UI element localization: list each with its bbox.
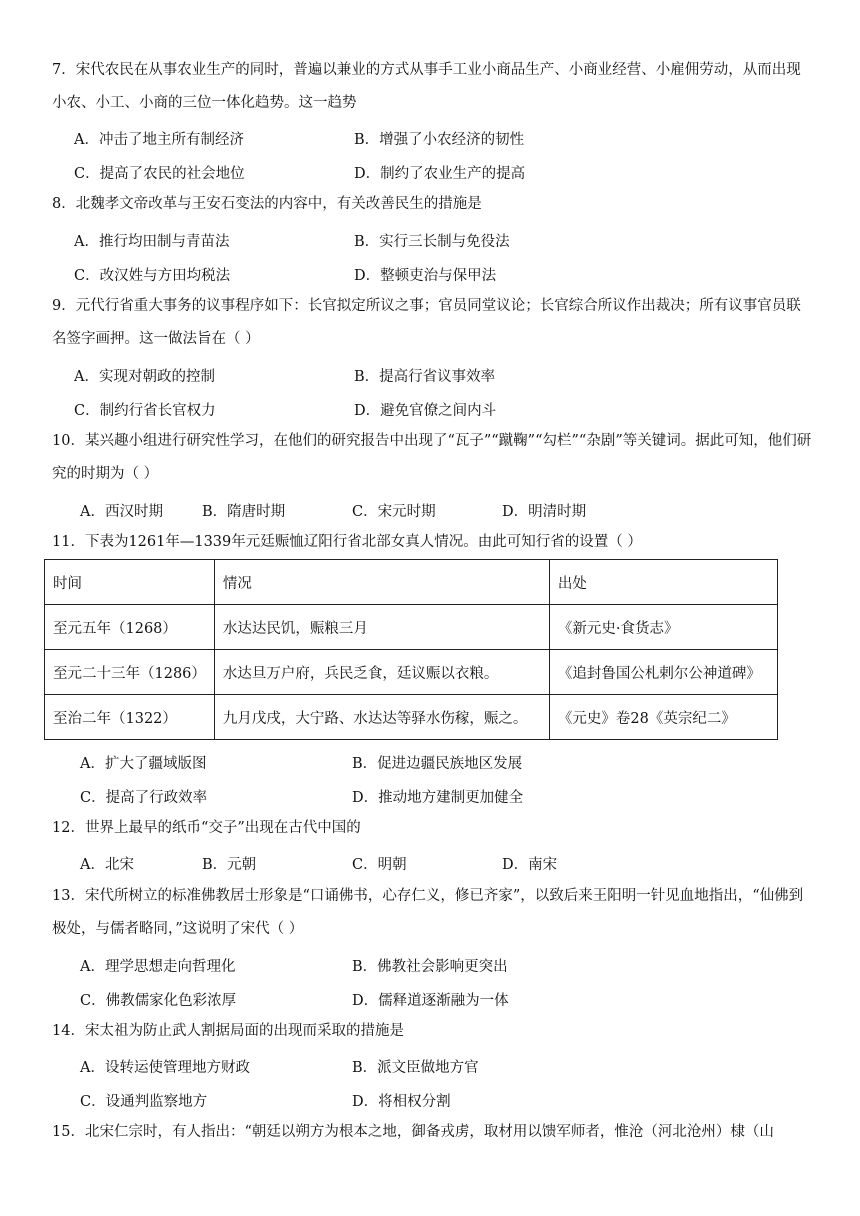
question-9-option-c[interactable]: C．制约行省长官权力 bbox=[74, 403, 216, 419]
question-13-stem: 13．宋代所树立的标准佛教居士形象是“口诵佛书，心存仁义，修已齐家”，以致后来王阳明一针见血地指出，“仙佛到极处，与儒者略同，”这说明了宋代（ ） bbox=[52, 888, 804, 937]
question-14-option-d[interactable]: D．将相权分割 bbox=[352, 1094, 451, 1110]
question-9-option-a[interactable]: A．实现对朝政的控制 bbox=[74, 369, 215, 385]
table-cell: 水达达民饥，赈粮三月 bbox=[214, 605, 549, 650]
question-14-option-a[interactable]: A．设转运使管理地方财政 bbox=[80, 1060, 250, 1076]
table-cell: 《元史》卷28《英宗纪二》 bbox=[549, 695, 777, 740]
question-14-stem: 14．宋太祖为防止武人割据局面的出现而采取的措施是 bbox=[52, 1023, 404, 1039]
question-15-stem: 15．北宋仁宗时，有人指出：“朝廷以朔方为根本之地，御备戎虏，取材用以馈军师者，惟沧（河北沧州）棣（山 bbox=[52, 1124, 774, 1140]
question-7-option-a[interactable]: A．冲击了地主所有制经济 bbox=[74, 132, 244, 148]
question-8-stem: 8．北魏孝文帝改革与王安石变法的内容中，有关改善民生的措施是 bbox=[52, 196, 482, 212]
table-header-cell: 时间 bbox=[45, 560, 215, 605]
question-10-option-d[interactable]: D．明清时期 bbox=[502, 504, 587, 520]
table-cell: 至治二年（1322） bbox=[45, 695, 215, 740]
question-10-stem: 10．某兴趣小组进行研究性学习，在他们的研究报告中出现了“瓦子”“蹴鞠”“勾栏”“杂剧”等关键词。据此可知，他们研究的时期为（ ） bbox=[52, 433, 812, 482]
question-12-option-c[interactable]: C．明朝 bbox=[352, 857, 407, 873]
question-9-option-b[interactable]: B．提高行省议事效率 bbox=[354, 369, 496, 385]
question-8-option-c[interactable]: C．改汉姓与方田均税法 bbox=[74, 268, 231, 284]
question-13-option-b[interactable]: B．佛教社会影响更突出 bbox=[352, 959, 508, 975]
table-cell: 至元五年（1268） bbox=[45, 605, 215, 650]
table-cell: 至元二十三年（1286） bbox=[45, 650, 215, 695]
question-13-option-c[interactable]: C．佛教儒家化色彩浓厚 bbox=[80, 993, 237, 1009]
question-7-option-b[interactable]: B．增强了小农经济的韧性 bbox=[354, 132, 525, 148]
question-10-option-a[interactable]: A．西汉时期 bbox=[80, 504, 163, 520]
table-header-cell: 情况 bbox=[214, 560, 549, 605]
question-12-option-a[interactable]: A．北宋 bbox=[80, 857, 134, 873]
question-9-stem: 9．元代行省重大事务的议事程序如下：长官拟定所议之事；官员同堂议论；长官综合所议作出裁决；所有议事官员联名签字画押。这一做法旨在（ ） bbox=[52, 298, 801, 347]
question-11-option-b[interactable]: B．促进边疆民族地区发展 bbox=[352, 756, 523, 772]
table-cell: 《追封鲁国公札剌尔公神道碑》 bbox=[549, 650, 777, 695]
table-cell: 《新元史·食货志》 bbox=[549, 605, 777, 650]
question-11-option-d[interactable]: D．推动地方建制更加健全 bbox=[352, 790, 524, 806]
question-13-option-a[interactable]: A．理学思想走向哲理化 bbox=[80, 959, 236, 975]
table-cell: 九月戊戌，大宁路、水达达等驿水伤稼，赈之。 bbox=[214, 695, 549, 740]
question-7-stem: 7．宋代农民在从事农业生产的同时，普遍以兼业的方式从事手工业小商品生产、小商业经营、小雇佣劳动，从而出现小农、小工、小商的三位一体化趋势。这一趋势 bbox=[52, 62, 801, 111]
question-8-option-d[interactable]: D．整顿吏治与保甲法 bbox=[354, 268, 497, 284]
table-row bbox=[45, 695, 778, 740]
question-12-option-d[interactable]: D．南宋 bbox=[502, 857, 558, 873]
question-10-option-c[interactable]: C．宋元时期 bbox=[352, 504, 436, 520]
table-row bbox=[45, 605, 778, 650]
table-header-cell: 出处 bbox=[549, 560, 777, 605]
question-7-option-d[interactable]: D．制约了农业生产的提高 bbox=[354, 166, 526, 182]
question-11-option-c[interactable]: C．提高了行政效率 bbox=[80, 790, 208, 806]
question-11-table bbox=[44, 559, 778, 740]
table-header-row bbox=[45, 560, 778, 605]
question-8-option-a[interactable]: A．推行均田制与青苗法 bbox=[74, 234, 230, 250]
question-11-stem: 11．下表为1261年—1339年元廷赈恤辽阳行省北部女真人情况。由此可知行省的设置（ ） bbox=[52, 534, 642, 550]
question-7-option-c[interactable]: C．提高了农民的社会地位 bbox=[74, 166, 245, 182]
question-14-option-c[interactable]: C．设通判监察地方 bbox=[80, 1094, 208, 1110]
question-9-option-d[interactable]: D．避免官僚之间内斗 bbox=[354, 403, 497, 419]
table-row bbox=[45, 650, 778, 695]
question-14-option-b[interactable]: B．派文臣做地方官 bbox=[352, 1060, 479, 1076]
question-12-option-b[interactable]: B．元朝 bbox=[202, 857, 257, 873]
question-11-option-a[interactable]: A．扩大了疆域版图 bbox=[80, 756, 207, 772]
table-cell: 水达旦万户府，兵民乏食，廷议赈以衣粮。 bbox=[214, 650, 549, 695]
question-12-stem: 12．世界上最早的纸币“交子”出现在古代中国的 bbox=[52, 820, 361, 836]
question-10-option-b[interactable]: B．隋唐时期 bbox=[202, 504, 286, 520]
question-8-option-b[interactable]: B．实行三长制与免役法 bbox=[354, 234, 510, 250]
question-13-option-d[interactable]: D．儒释道逐渐融为一体 bbox=[352, 993, 509, 1009]
